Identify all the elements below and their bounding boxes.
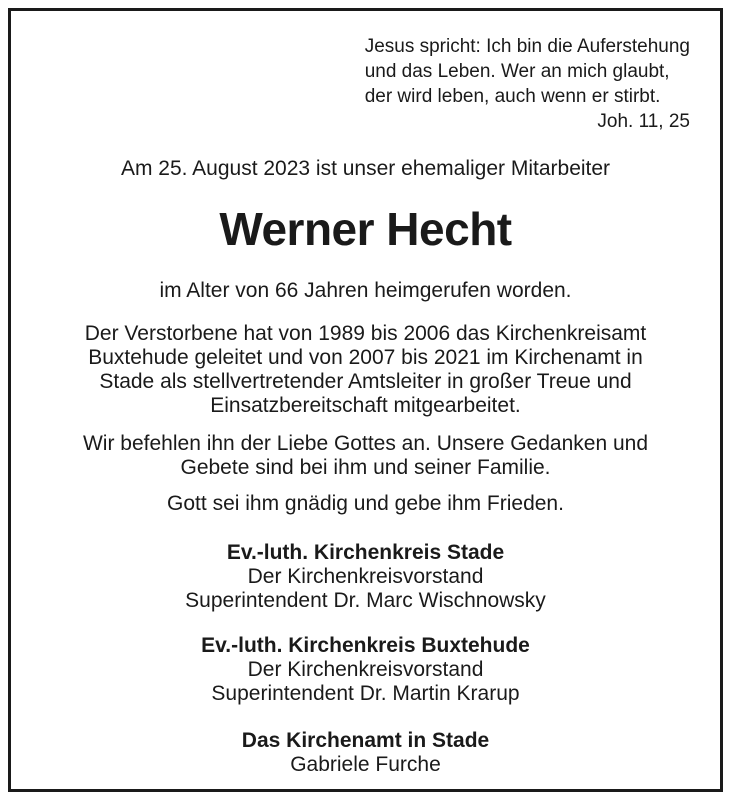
career-line: Stade als stellvertretender Amtsleiter in großer Treue und xyxy=(99,370,632,393)
verse-reference: Joh. 11, 25 xyxy=(597,111,690,132)
signatory-block xyxy=(11,541,720,613)
age-text: im Alter von 66 Jahren heimgerufen worden. xyxy=(159,279,572,302)
signatory-block xyxy=(11,634,720,706)
signatory-line: Der Kirchenkreisvorstand xyxy=(247,658,484,681)
verse-line: der wird leben, auch wenn er stirbt. xyxy=(364,86,661,107)
prayer-line: Wir befehlen ihn der Liebe Gottes an. Unsere Gedanken und xyxy=(82,432,649,455)
blessing-text: Gott sei ihm gnädig und gebe ihm Frieden. xyxy=(167,492,564,515)
signatory-block xyxy=(11,729,720,777)
signatory-line: Superintendent Dr. Marc Wischnowsky xyxy=(185,589,546,612)
career-paragraph xyxy=(11,322,720,418)
prayer-line: Gebete sind bei ihm und seiner Familie. xyxy=(180,456,551,479)
intro-text: Am 25. August 2023 ist unser ehemaliger Mitarbeiter xyxy=(120,157,611,180)
verse-line: und das Leben. Wer an mich glaubt, xyxy=(364,61,670,82)
deceased-name: Werner Hecht xyxy=(219,203,512,255)
signatory-line: Superintendent Dr. Martin Krarup xyxy=(211,682,520,705)
signatory-line: Gabriele Furche xyxy=(290,753,441,776)
signatory-org: Das Kirchenamt in Stade xyxy=(241,729,490,752)
signatory-org: Ev.-luth. Kirchenkreis Buxtehude xyxy=(201,634,530,657)
signatory-org: Ev.-luth. Kirchenkreis Stade xyxy=(226,541,505,564)
bible-verse xyxy=(365,34,690,134)
verse-line: Jesus spricht: Ich bin die Auferstehung xyxy=(364,36,690,57)
prayer-paragraph xyxy=(11,432,720,480)
obituary-frame xyxy=(8,8,723,792)
career-line: Einsatzbereitschaft mitgearbeitet. xyxy=(210,394,521,417)
career-line: Buxtehude geleitet und von 2007 bis 2021 im Kirchenamt in xyxy=(88,346,643,369)
signatory-line: Der Kirchenkreisvorstand xyxy=(247,565,484,588)
career-line: Der Verstorbene hat von 1989 bis 2006 das Kirchenkreisamt xyxy=(84,322,647,345)
